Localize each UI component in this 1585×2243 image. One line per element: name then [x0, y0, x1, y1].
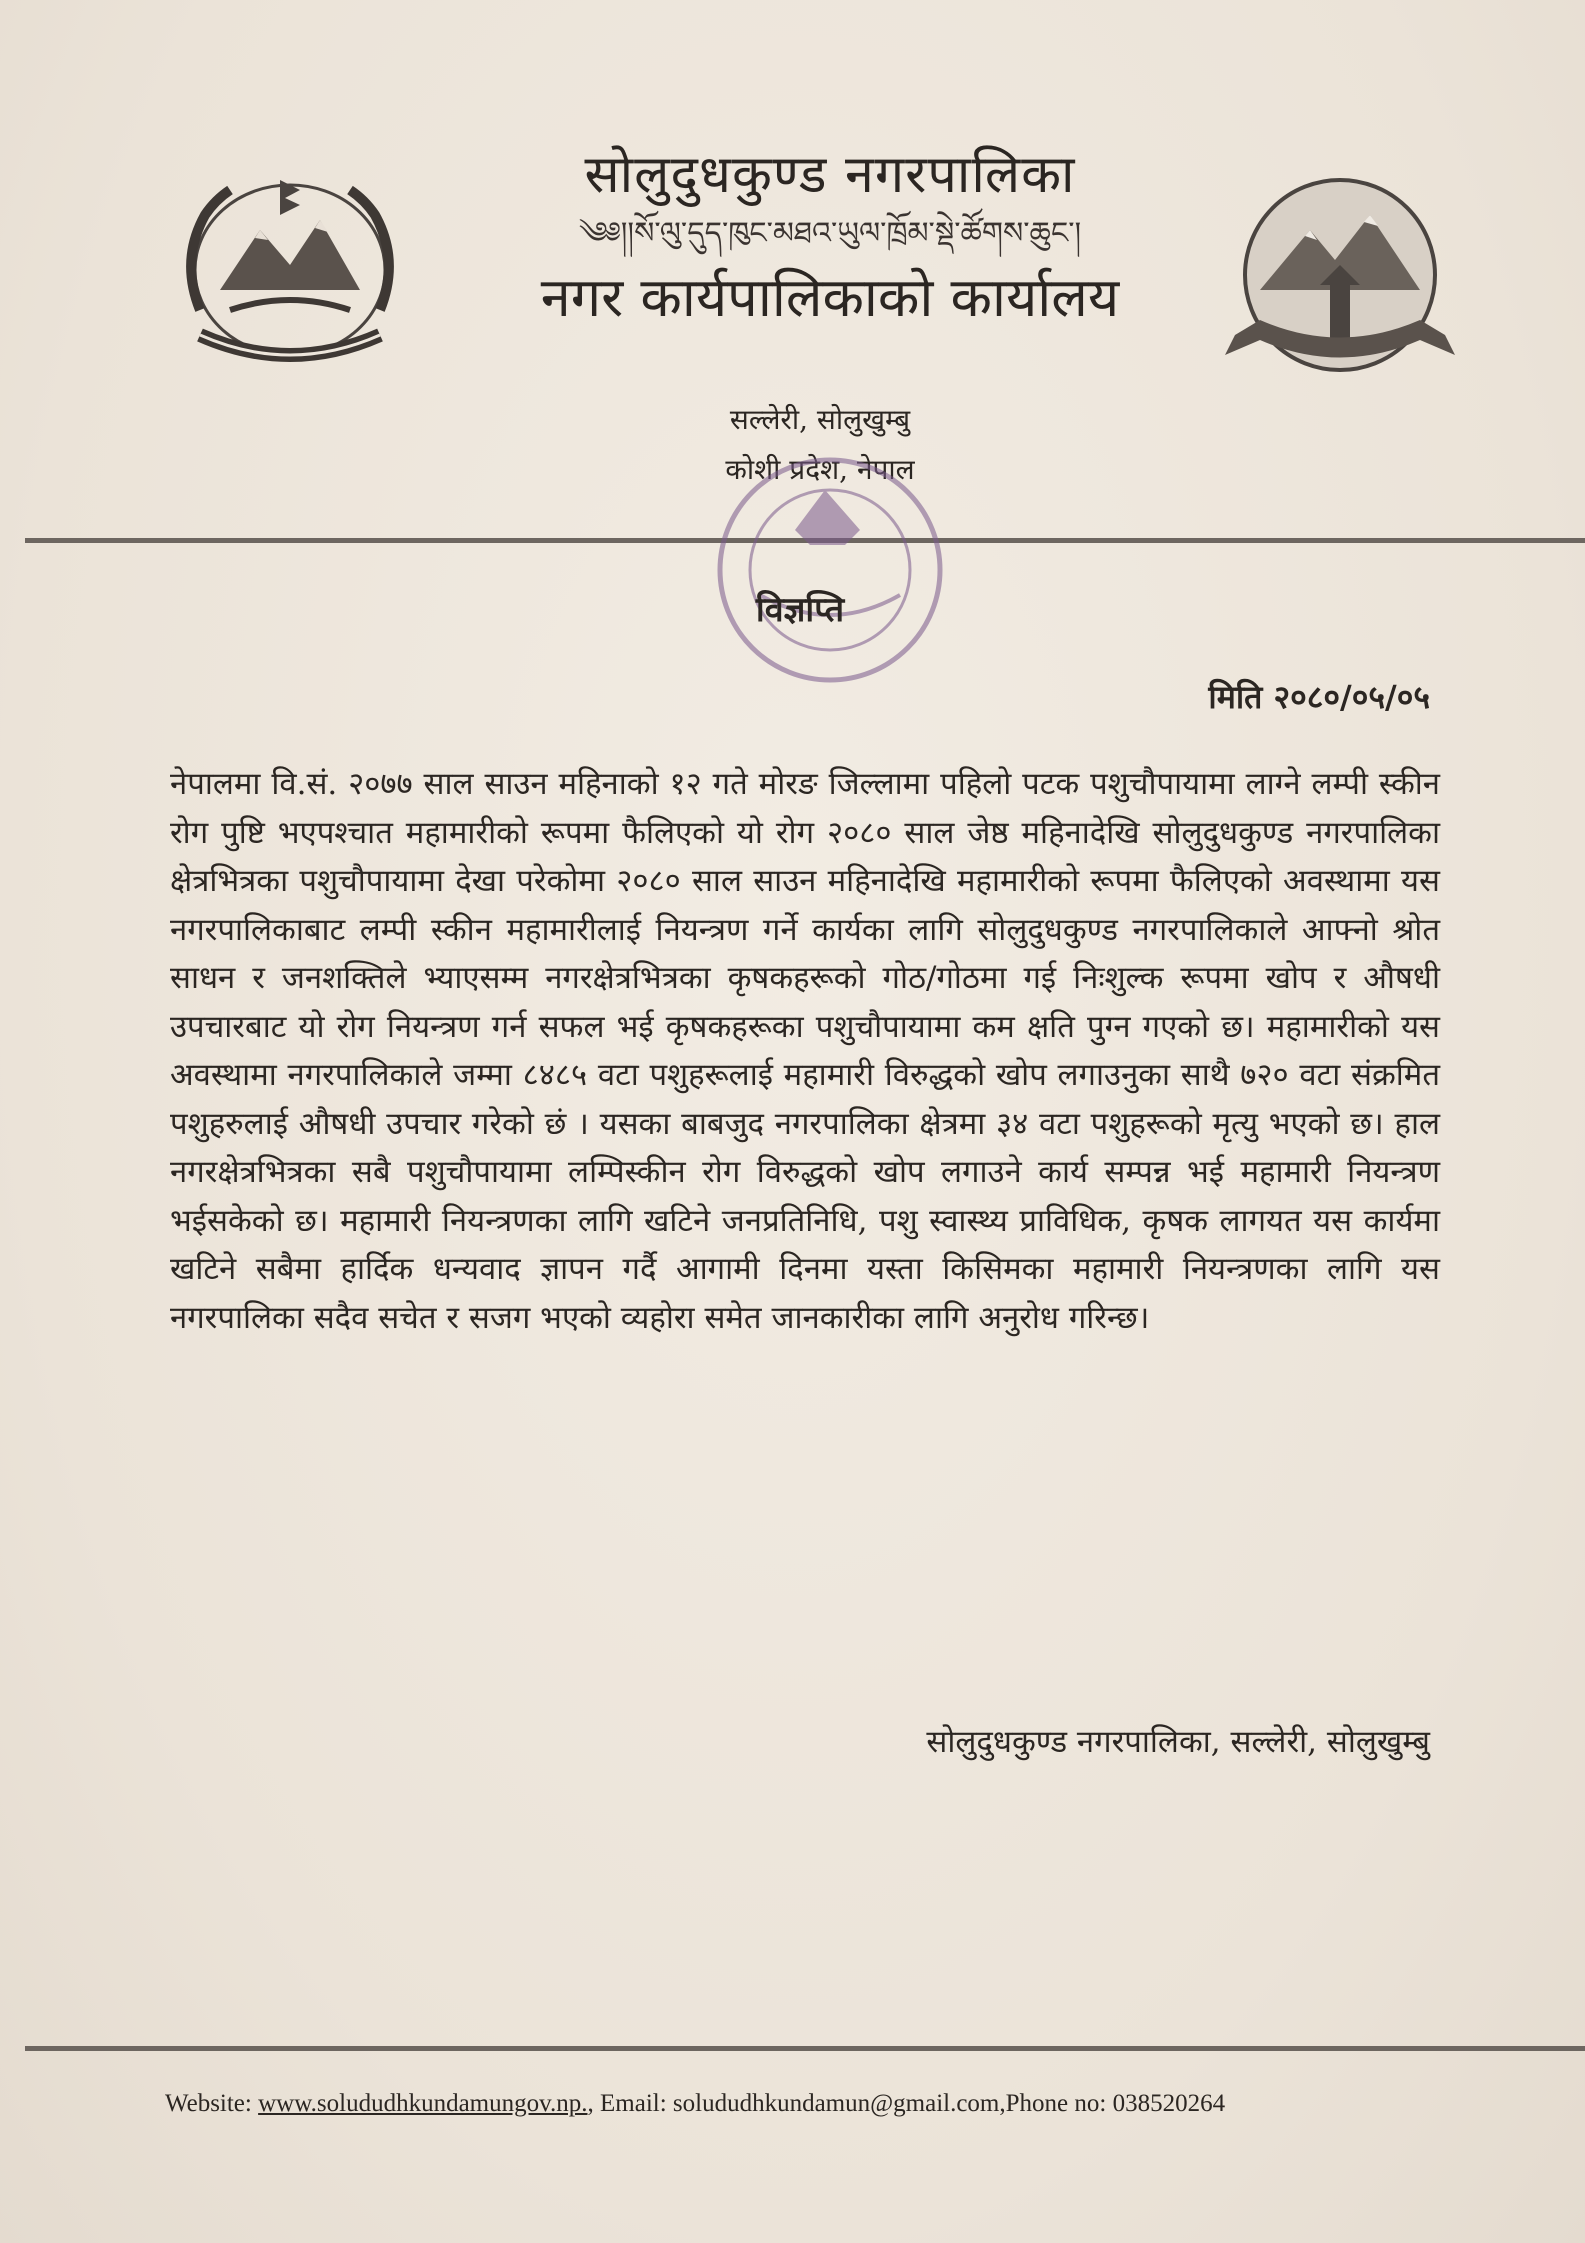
tibetan-title: ༄༅།།སོ་ལུ་དུད་ཁུང་མཐའ་ཡུལ་ཁྲོམ་སྡེ་ཚོགས་ཆུང་།	[578, 216, 1082, 251]
letterhead	[440, 140, 1220, 338]
municipality-name: सोलुदुधकुण्ड नगरपालिका	[584, 145, 1076, 205]
address-line-1: सल्लेरी, सोलुखुम्बु	[729, 403, 911, 436]
municipality-logo-icon	[1220, 170, 1460, 400]
footer-contact	[165, 2090, 1465, 2118]
notice-body: नेपालमा वि.सं. २०७७ साल साउन महिनाको १२ गते मोरङ जिल्लामा पहिलो पटक पशुचौपायामा लाग्ने लम्पी स्कीन रोग पुष्टि भएपश्चात महामारीको रूपमा फैलिएको यो रोग २०८० साल जेष्ठ महिनादेखि सोलुदुधकुण्ड नगरपालिका क्षेत्रभित्रका पशुचौपायामा देखा परेकोमा २०८० साल साउन महिनादेखि महामारीको रूपमा फैलिएको अवस्थामा यस नगरपालिकाबाट लम्पी स्कीन महामारीलाई नियन्त्रण गर्ने कार्यका लागि सोलुदुधकुण्ड नगरपालिकाले आफ्नो श्रोत साधन र जनशक्तिले भ्याएसम्म नगरक्षेत्रभित्रका कृषकहरूको गोठ/गोठमा गई निःशुल्क रूपमा खोप र औषधी उपचारबाट यो रोग नियन्त्रण गर्न सफल भई कृषकहरूका पशुचौपायामा कम क्षति पुग्न गएको छ। महामारीको यस अवस्थामा नगरपालिकाले जम्मा ८४८५ वटा पशुहरूलाई महामारी विरुद्धको खोप लगाउनुका साथै ७२० वटा संक्रमित पशुहरुलाई औषधी उपचार गरेको छं । यसका बाबजुद नगरपालिका क्षेत्रमा ३४ वटा पशुहरूको मृत्यु भएको छ। हाल नगरक्षेत्रभित्रका सबै पशुचौपायामा लम्पिस्कीन रोग विरुद्धको खोप लगाउने कार्य सम्पन्न भई महामारी नियन्त्रण भईसकेको छ। महामारी नियन्त्रणका लागि खटिने जनप्रतिनिधि, पशु स्वास्थ्य प्राविधिक, कृषक लागयत यस कार्यमा खटिने सबैमा हार्दिक धन्यवाद ज्ञापन गर्दै आगामी दिनमा यस्ता किसिमका महामारी नियन्त्रणका लागि यस नगरपालिका सदैव सचेत र सजग भएको व्यहोरा समेत जानकारीका लागि अनुरोध गरिन्छ।	[170, 766, 1440, 1336]
phone-number: 038520264	[1112, 2090, 1226, 2117]
phone-label: ,Phone no:	[999, 2090, 1113, 2117]
notice-date: मिति २०८०/०५/०५	[1208, 678, 1430, 716]
notice-title: विज्ञप्ति	[755, 590, 845, 630]
office-name: नगर कार्यपालिकाको कार्यालय	[540, 266, 1120, 329]
office-stamp-icon	[700, 445, 960, 695]
email-label: , Email:	[587, 2090, 673, 2117]
address-line-2: कोशी प्रदेश, नेपाल	[725, 453, 915, 486]
website-label: Website:	[165, 2090, 259, 2117]
signature-line: सोलुदुधकुण्ड नगरपालिका, सल्लेरी, सोलुखुम्बु	[926, 1724, 1430, 1760]
nepal-emblem-icon	[160, 160, 420, 380]
footer-divider	[25, 2046, 1585, 2051]
website-link[interactable]: www.solududhkundamungov.np.	[258, 2090, 588, 2117]
email-address[interactable]: solududhkundamun@gmail.com	[672, 2090, 1000, 2117]
